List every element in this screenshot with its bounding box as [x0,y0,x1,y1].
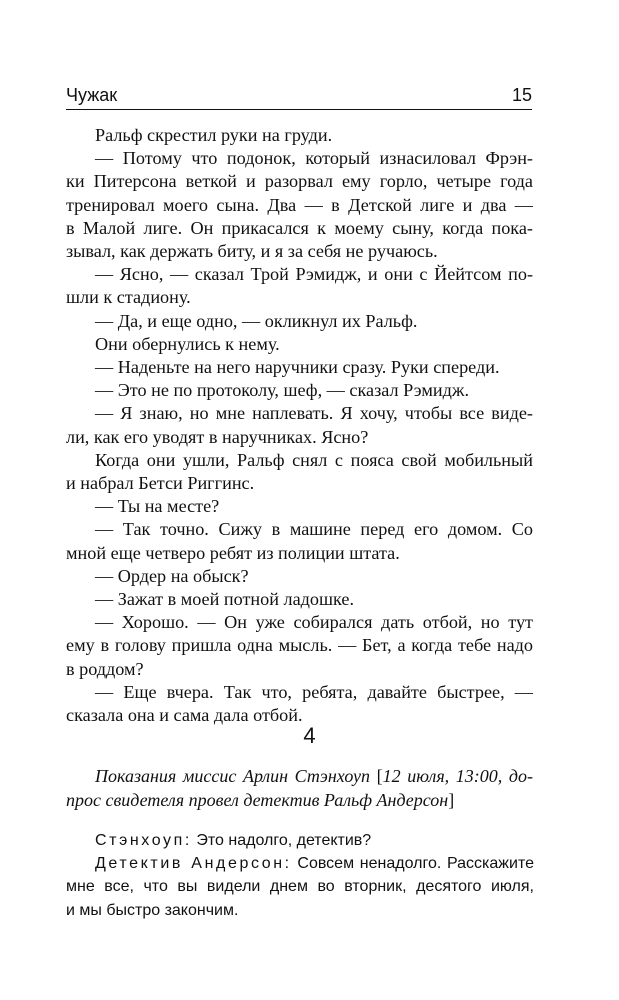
deposition-detail: прос свидетеля провел детектив Ральф Андерсон [66,789,449,810]
page-number: 15 [511,85,532,105]
body-line: тренировал моего сына. Два — в Детской лиге и два — [66,194,533,215]
deposition-datetime: 12 июля, 13:00, до- [382,766,534,786]
body-line: — Так точно. Сижу в машине перед его домом. Со [95,519,533,540]
body-line: — Потому что подонок, который изнасиловал Фрэн- [95,148,533,169]
speaker-stanhope: Стэнхоуп: [95,832,192,849]
dialogue-line-2 [95,852,534,875]
speaker-anderson: Детектив Андерсон: [95,855,292,873]
body-line: и набрал Бетси Риггинс. [66,473,255,494]
dialogue-text-1: Это надолго, детектив? [191,832,372,849]
body-line: ему в голову пришла одна мысль. — Бет, а когда тебе надо [66,635,533,656]
body-line: ли, как его уводят в наручниках. Ясно? [66,426,369,447]
deposition-heading [66,765,534,812]
body-line: в роддом? [66,658,144,679]
running-header [66,83,532,110]
body-line: сказала она и сама дала отбой. [66,705,303,726]
body-line: — Наденьте на него наручники сразу. Руки спереди. [95,357,500,378]
body-line: — Да, и еще одно, — окликнул их Ральф. [95,310,418,331]
body-line: — Зажат в моей потной ладошке. [95,589,355,610]
deposition-line-1 [95,765,533,789]
body-line: мной еще четверо ребят из полиции штата. [66,542,400,563]
dialogue-text-2: Совсем ненадолго. Расскажите [291,855,534,873]
body-line: шли к стадиону. [66,287,191,308]
body-line: — Я знаю, но мне наплевать. Я хочу, чтобы все виде- [95,403,533,424]
body-line: в Малой лиге. Он прикасался к моему сыну, когда пока- [66,217,533,238]
body-line: — Это не по протоколу, шеф, — сказал Рэмидж. [95,380,469,401]
body-line: ки Питерсона веткой и разорвал ему горло, четыре года [66,171,533,192]
deposition-title: Показания миссис Арлин Стэнхоуп [95,766,370,786]
deposition-line-2 [66,789,533,813]
body-line: — Хорошо. — Он уже собирался дать отбой, но тут [95,612,533,633]
body-line: Они обернулись к нему. [95,333,280,354]
dialogue-line-4: и мы быстро закончим. [66,901,239,919]
dialogue [66,829,534,922]
body-line: — Ясно, — сказал Трой Рэмидж, и они с Йейтсом по- [95,264,533,285]
body-line: зывал, как держать биту, и я за себя не ручаюсь. [66,241,438,262]
body-line: Когда они ушли, Ральф снял с пояса свой мобильный [95,449,533,470]
chapter-number: 4 [303,723,316,748]
book-title: Чужак [66,85,118,105]
bracket-close: ] [448,789,455,810]
dialogue-line-1 [95,829,534,852]
bracket-open: [ [376,766,383,786]
body-line: — Ордер на обыск? [95,565,249,586]
body-line: — Еще вчера. Так что, ребята, давайте быстрее, — [95,681,533,702]
body-line: — Ты на месте? [95,496,220,517]
body-line: Ральф скрестил руки на груди. [95,125,333,145]
dialogue-line-3: мне все, что вы видели днем во вторник, десятого июля, [66,878,534,896]
body-text [66,124,533,727]
